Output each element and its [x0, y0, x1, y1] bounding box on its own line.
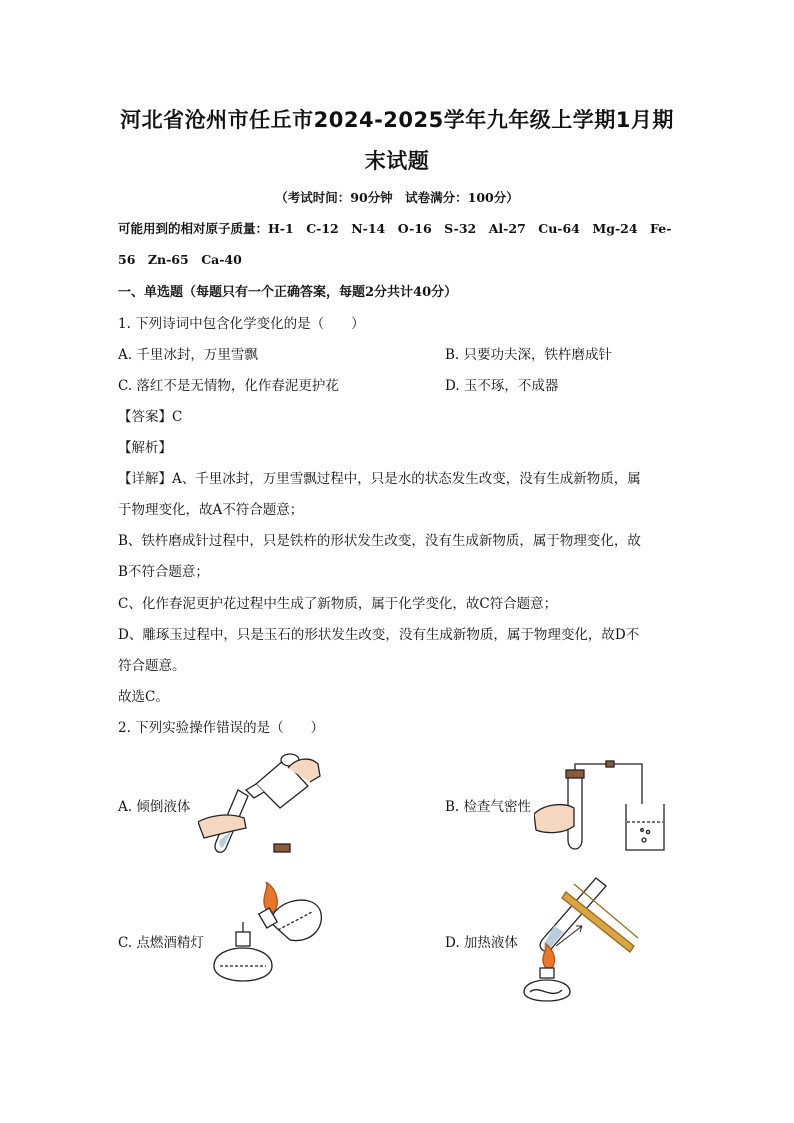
q2-option-c-label: C. 点燃酒精灯 [118, 935, 204, 951]
exam-info: （考试时间：90分钟 试卷满分：100分） [275, 190, 519, 205]
lighting-alcohol-lamp-illustration [208, 882, 328, 994]
q1-detail-line: C、化作春泥更护花过程中生成了新物质，属于化学变化，故C符合题意； [118, 596, 558, 612]
pouring-liquid-illustration [198, 746, 328, 858]
q1-detail-line: 【详解】A、千里冰封，万里雪飘过程中，只是水的状态发生改变，没有生成新物质，属 [118, 471, 641, 487]
air-tightness-illustration [534, 760, 674, 856]
q1-analysis-label: 【解析】 [118, 440, 172, 456]
q1-detail-line: 符合题意。 [118, 658, 186, 674]
title-line-2: 末试题 [364, 149, 430, 173]
question-2-stem: 2. 下列实验操作错误的是（ ） [118, 720, 325, 736]
q1-detail-line: 于物理变化，故A不符合题意； [118, 502, 304, 518]
heating-liquid-illustration [518, 874, 640, 1004]
question-1-stem: 1. 下列诗词中包含化学变化的是（ ） [118, 316, 365, 332]
atomic-masses-line-1: 可能用到的相对原子质量：H-1 C-12 N-14 O-16 S-32 Al-27 Cu-64 Mg-24 Fe- [118, 221, 672, 236]
q1-option-b: B. 只要功夫深，铁杵磨成针 [445, 347, 613, 363]
q1-option-c: C. 落红不是无情物，化作春泥更护花 [118, 378, 339, 394]
q2-option-d-label: D. 加热液体 [445, 935, 518, 951]
atomic-masses-line-2: 56 Zn-65 Ca-40 [118, 252, 242, 267]
q1-option-d: D. 玉不琢，不成器 [445, 378, 559, 394]
title-line-1: 河北省沧州市任丘市2024-2025学年九年级上学期1月期 [120, 108, 674, 132]
q1-detail-line: D、雕琢玉过程中，只是玉石的形状发生改变，没有生成新物质，属于物理变化，故D不 [118, 627, 640, 643]
section-heading: 一、单选题（每题只有一个正确答案，每题2分共计40分） [118, 285, 458, 300]
q1-detail-line: B不符合题意； [118, 564, 209, 580]
q1-detail-line: 故选C。 [118, 689, 169, 705]
q1-option-a: A. 千里冰封，万里雪飘 [118, 347, 258, 363]
q1-detail-line: B、铁杵磨成针过程中，只是铁杵的形状发生改变，没有生成新物质，属于物理变化，故 [118, 533, 641, 549]
q2-option-a-label: A. 倾倒液体 [118, 799, 191, 815]
q1-answer: 【答案】C [118, 409, 183, 425]
q2-option-b-label: B. 检查气密性 [445, 799, 532, 815]
